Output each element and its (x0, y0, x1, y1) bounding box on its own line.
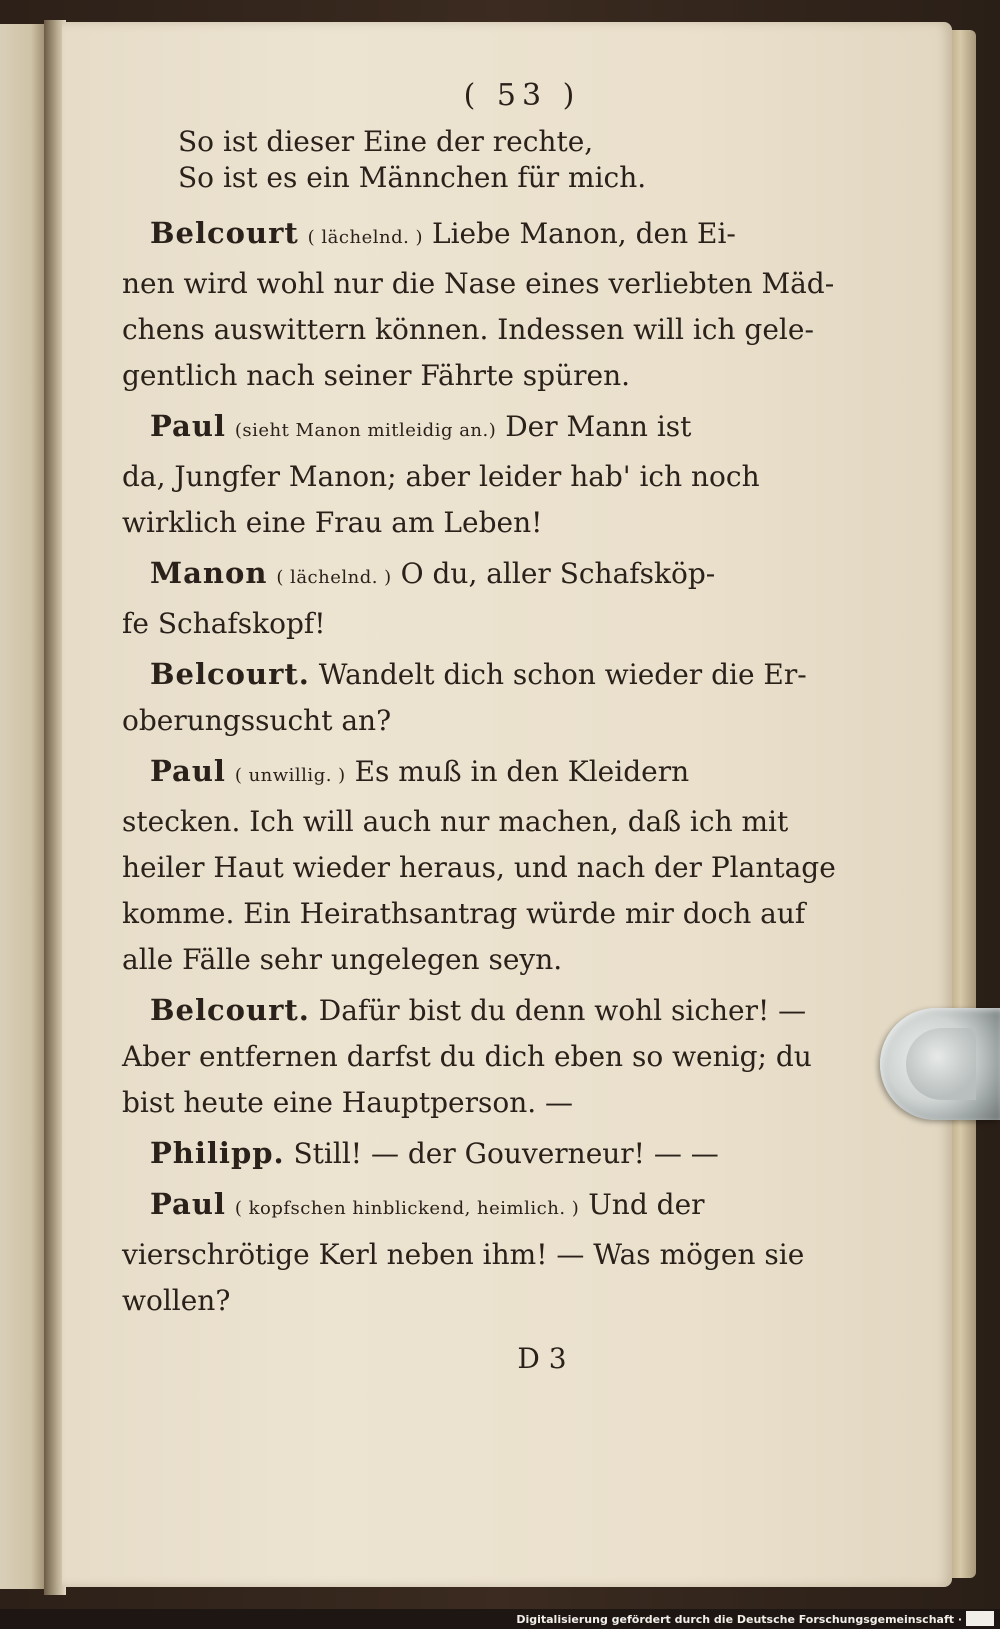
text-line (122, 1130, 922, 1177)
text-line (122, 403, 922, 454)
text-line (122, 987, 922, 1034)
line-text: Wandelt dich schon wieder die Er- (318, 658, 807, 691)
page-number: ( 53 ) (463, 78, 581, 113)
verse (122, 124, 922, 196)
text-line: da, Jungfer Manon; aber leider hab' ich noch (122, 460, 760, 493)
text-line (122, 1181, 922, 1232)
text-line (122, 550, 922, 601)
dialogue-block (122, 210, 922, 399)
verse-line: So ist dieser Eine der rechte, (178, 125, 594, 158)
funding-credit: Digitalisierung gefördert durch die Deutsche Forschungsgemeinschaft · (516, 1613, 962, 1626)
text-line: heiler Haut wieder heraus, und nach der Plantage (122, 851, 836, 884)
stage-direction: (sieht Manon mitleidig an.) (234, 420, 497, 441)
line-text: Liebe Manon, den Ei- (431, 217, 736, 250)
right-page-edge (950, 30, 976, 1578)
text-line: stecken. Ich will auch nur machen, daß ich mit (122, 805, 789, 838)
speaker-name: Belcourt. (150, 993, 310, 1027)
stage-direction: ( lächelnd. ) (307, 227, 424, 248)
page-text (122, 78, 922, 1375)
text-line (122, 210, 922, 261)
line-text: Dafür bist du denn wohl sicher! — (318, 994, 807, 1027)
page-clip-inner (906, 1028, 976, 1100)
dialogue-block (122, 1181, 922, 1324)
verse-line: So ist es ein Männchen für mich. (178, 161, 647, 194)
text-line: alle Fälle sehr ungelegen seyn. (122, 943, 563, 976)
text-line: oberungssucht an? (122, 704, 392, 737)
text-line: vierschrötige Kerl neben ihm! — Was mögen sie (122, 1238, 805, 1271)
dialogue-block (122, 748, 922, 983)
page-clip (880, 1008, 1000, 1120)
dfg-logo (966, 1611, 994, 1626)
catchword: D 3 (517, 1342, 567, 1375)
text-line: nen wird wohl nur die Nase eines verliebten Mäd- (122, 267, 835, 300)
line-text: Still! — der Gouverneur! — — (293, 1137, 719, 1170)
text-line: gentlich nach seiner Fährte spüren. (122, 359, 631, 392)
left-page-edge (0, 24, 46, 1589)
text-line: wirklich eine Frau am Leben! (122, 506, 543, 539)
line-text: Der Mann ist (505, 410, 692, 443)
text-line: fe Schafskopf! (122, 607, 326, 640)
dialogue-block (122, 1130, 922, 1177)
text-line: bist heute eine Hauptperson. — (122, 1086, 574, 1119)
speaker-name: Paul (150, 754, 226, 788)
line-text: Und der (588, 1188, 705, 1221)
line-text: O du, aller Schafsköp- (400, 557, 716, 590)
text-line: Aber entfernen darfst du dich eben so wenig; du (122, 1040, 812, 1073)
dialogue-block (122, 550, 922, 647)
dialogue-block (122, 987, 922, 1126)
stage-direction: ( kopfschen hinblickend, heimlich. ) (234, 1198, 580, 1219)
stage-direction: ( lächelnd. ) (276, 567, 392, 588)
dialogue-block (122, 403, 922, 546)
speaker-name: Manon (150, 556, 268, 590)
text-line (122, 651, 922, 698)
speaker-name: Belcourt. (150, 657, 310, 691)
speaker-name: Philipp. (150, 1136, 285, 1170)
dialogue-block (122, 651, 922, 744)
text-line: komme. Ein Heirathsantrag würde mir doch auf (122, 897, 806, 930)
stage-direction: ( unwillig. ) (234, 765, 346, 786)
text-line: wollen? (122, 1284, 231, 1317)
speaker-name: Paul (150, 1187, 226, 1221)
line-text: Es muß in den Kleidern (354, 755, 690, 788)
text-line: chens auswittern können. Indessen will ich gele- (122, 313, 814, 346)
speaker-name: Belcourt (150, 216, 299, 250)
speaker-name: Paul (150, 409, 226, 443)
text-line (122, 748, 922, 799)
